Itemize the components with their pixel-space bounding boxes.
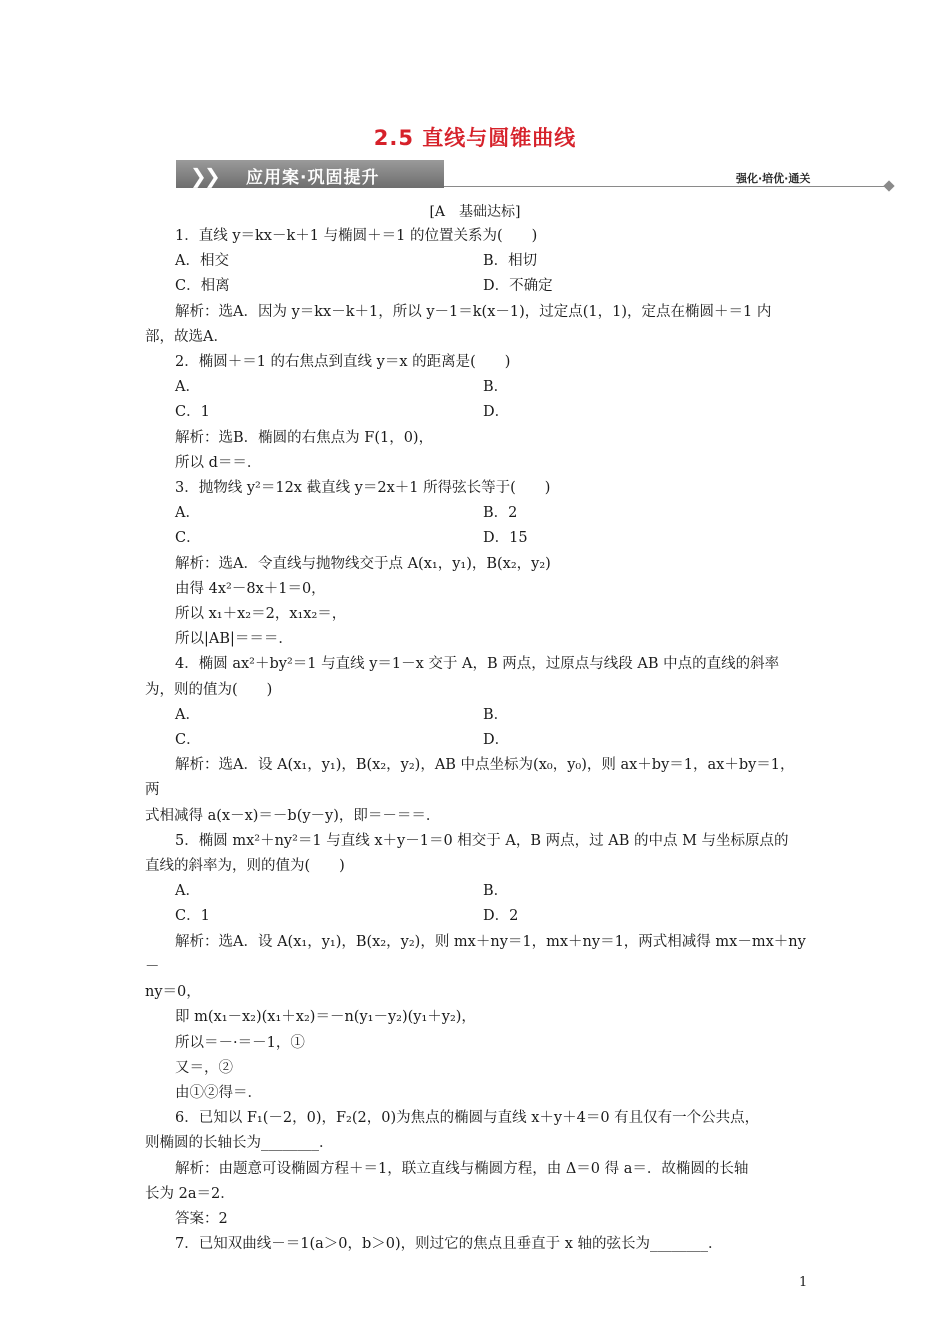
option-left: A． — [175, 706, 200, 723]
text-line: 所以 d＝＝． — [175, 454, 262, 471]
text-line: 4．椭圆 ax²＋by²＝1 与直线 y＝1－x 交于 A，B 两点，过原点与线段 AB 中点的直线的斜率 — [175, 656, 780, 673]
text-line: 3．抛物线 y²＝12x 截直线 y＝2x＋1 所得弦长等于( ) — [175, 480, 551, 497]
text-line: 答案：2 — [175, 1210, 228, 1227]
option-left: A．相交 — [175, 253, 229, 270]
diamond-icon — [883, 180, 894, 191]
option-right: D． — [483, 732, 510, 749]
option-left: C． — [175, 530, 201, 547]
answer-options — [145, 249, 807, 274]
text-line: 由得 4x²－8x＋1＝0， — [175, 580, 326, 597]
text-line: 6．已知以 F₁(－2，0)，F₂(2，0)为焦点的椭圆与直线 x＋y＋4＝0 有且仅有一个公共点， — [175, 1110, 760, 1127]
text-line: 由①②得＝． — [175, 1084, 262, 1101]
option-right: D．不确定 — [483, 278, 553, 295]
text-line: 所以|AB|＝＝＝． — [175, 631, 293, 648]
banner-label: 应用案·巩固提升 — [246, 168, 380, 188]
chevron-right-icon: ❯ — [204, 164, 221, 188]
text-line: 为，则的值为( ) — [145, 681, 273, 698]
section-banner — [176, 160, 896, 190]
text-line: 2．椭圆＋＝1 的右焦点到直线 y＝x 的距离是( ) — [175, 354, 511, 371]
section-heading: [A 基础达标] — [429, 204, 521, 220]
option-right: D．2 — [483, 908, 519, 925]
option-left: A． — [175, 883, 200, 900]
option-left: C．1 — [175, 908, 210, 925]
text-line: ny＝0， — [145, 984, 201, 1001]
text-line: 即 m(x₁－x₂)(x₁＋x₂)＝－n(y₁－y₂)(y₁＋y₂)， — [175, 1009, 476, 1026]
divider — [444, 186, 890, 187]
answer-options — [145, 879, 807, 904]
text-line: 直线的斜率为，则的值为( ) — [145, 858, 345, 875]
option-right: B．2 — [483, 505, 518, 522]
option-left: C．相离 — [175, 278, 230, 295]
option-right: B． — [483, 379, 509, 396]
option-right: D． — [483, 404, 510, 421]
text-line: 7．已知双曲线－＝1(a＞0，b＞0)，则过它的焦点且垂直于 x 轴的弦长为________． — [175, 1236, 723, 1253]
text-line: 式相减得 a(x－x)＝－b(y－y)，即＝－＝＝． — [145, 807, 441, 824]
text-line: 解析：选A．因为 y＝kx－k＋1，所以 y－1＝k(x－1)，过定点(1，1)，定点在椭圆＋＝1 内 — [175, 303, 772, 320]
option-left: C． — [175, 732, 201, 749]
answer-options — [145, 501, 807, 526]
answer-options — [145, 526, 807, 551]
text-line: 5．椭圆 mx²＋ny²＝1 与直线 x＋y－1＝0 相交于 A，B 两点，过 AB 的中点 M 与坐标原点的 — [175, 832, 789, 849]
option-left: A． — [175, 505, 200, 522]
text-line: 所以 x₁＋x₂＝2，x₁x₂＝， — [175, 606, 347, 623]
chevron-right-icon: ❯ — [190, 164, 207, 188]
text-line: 长为 2a＝2． — [145, 1185, 235, 1202]
page-title: 2.5 直线与圆锥曲线 — [373, 126, 577, 150]
text-line: 解析：选A．设 A(x₁，y₁)，B(x₂，y₂)，AB 中点坐标为(x₀，y₀)，则 ax＋by＝1，ax＋by＝1，两 — [145, 757, 795, 799]
document-body — [145, 224, 807, 1257]
option-right: B．相切 — [483, 253, 538, 270]
text-line: 解析：选A．设 A(x₁，y₁)，B(x₂，y₂)，则 mx＋ny＝1，mx＋ny＝1，两式相减得 mx－mx＋ny－ — [145, 933, 806, 975]
text-line: 解析：由题意可设椭圆方程＋＝1，联立直线与椭圆方程，由 Δ＝0 得 a＝．故椭圆的长轴 — [175, 1160, 749, 1177]
text-line: 1．直线 y＝kx－k＋1 与椭圆＋＝1 的位置关系为( ) — [175, 228, 538, 244]
answer-options — [145, 703, 807, 728]
banner-bar — [176, 160, 444, 188]
option-right: B． — [483, 706, 509, 723]
banner-tagline: 强化·培优·通关 — [736, 172, 811, 185]
answer-options — [145, 400, 807, 425]
answer-options — [145, 728, 807, 753]
answer-options — [145, 904, 807, 929]
text-line: 解析：选B．椭圆的右焦点为 F(1，0)， — [175, 429, 434, 446]
option-left: A． — [175, 379, 200, 396]
text-line: 部，故选A． — [145, 328, 228, 345]
page-number: 1 — [799, 1275, 808, 1290]
text-line: 所以＝－·＝－1，① — [175, 1034, 305, 1051]
text-line: 解析：选A．令直线与抛物线交于点 A(x₁，y₁)，B(x₂，y₂) — [175, 555, 551, 572]
text-line: 则椭圆的长轴长为________． — [145, 1135, 334, 1152]
option-left: C．1 — [175, 404, 210, 421]
answer-options — [145, 375, 807, 400]
option-right: D．15 — [483, 530, 528, 547]
answer-options — [145, 274, 807, 299]
option-right: B． — [483, 883, 509, 900]
text-line: 又＝，② — [175, 1059, 233, 1076]
